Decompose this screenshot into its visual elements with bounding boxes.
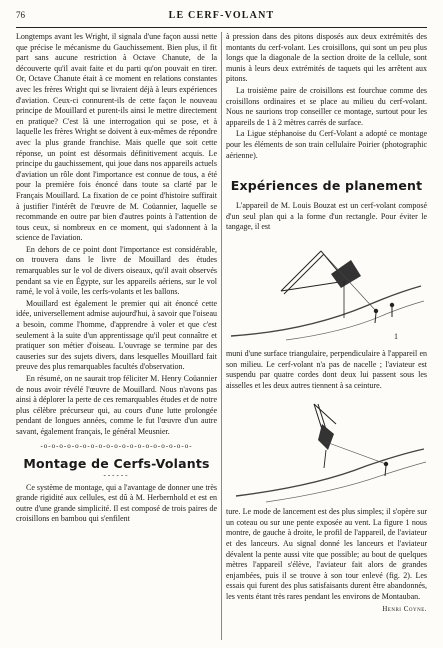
figure-2 xyxy=(226,394,427,504)
section-title: Montage de Cerfs-Volants xyxy=(23,455,210,471)
svg-text:1: 1 xyxy=(394,331,398,341)
paragraph: En dehors de ce point dont l'importance est considérable, on trouvera dans le livre de Mouillard des études remarquables sur le vol de divers oiseaux, qu'il avait observés pendant sa vie en Égypte, sur les appareils aériens, sur le vol ramé, le vol à voile, les cerfs-volants et les ballons. xyxy=(16,244,217,297)
right-column xyxy=(226,32,427,642)
paragraph: Mouillard est également le premier qui ait énoncé cette idée, universellement admise aujourd'hui, à savoir que l'oiseau a besoin, comme l'homme, d'apprendre à voler et que c'est seulement à la suite d'un apprentissage qu'il peut connaître et pratiquer son métier d'oiseau. L'ouvrage se termine par des causeries sur des sujets divers, dans lesquelles Mouillard fait preuve des plus remarquables facultés d'observation. xyxy=(16,298,217,372)
title-underline: ------ xyxy=(103,470,130,479)
paragraph: Longtemps avant les Wright, il signala d'une façon aussi nette que précise le mécanisme du Gauchissement. Bien plus, il fit part sans aucune restriction à Octave Chanute, de la découverte qu'il avait faite et du parti qu'on pouvait en tirer. Or, Octave Chanute était à ce moment en relations constantes avec les frères Wright qui se livraient déjà à leurs expériences d'aviation. Ceux-ci connurent-ils de cette façon le nouveau principe de Mouillard et purent-ils ainsi le mettre directement en pratique? C'est là une interrogation qui se pose, et à laquelle les frères Wright se doivent à eux-mêmes de répondre avec la plus grande franchise. Mais quelle que soit cette réponse, un point est désormais définitivement acquis. Le principe du gauchissement, qui joue dans nos appareils actuels d'aviation un rôle dont l'importance est connue de tous, a été pour la première fois énoncé dans toute sa clarté par le Français Mouillard. La fixation de ce point d'histoire suffirait à justifier l'intérêt de l'œuvre de M. Coüannier, laquelle se recommande en outre par bien d'autres points à l'attention de tous ceux, si nombreux en ce moment, qui s'adonnent à la science de l'aviation. xyxy=(16,32,217,243)
figure-2-illustration xyxy=(226,394,427,504)
paragraph: Ce système de montage, qui a l'avantage de donner une très grande rigidité aux cellules, est dû à M. Herbernhold et est en outre d'une grande simplicité. Il est composé de trois paires de croisillons en bambou qui s'enfilent xyxy=(16,482,217,524)
header-rule xyxy=(16,27,427,28)
signature: Henri Coyne. xyxy=(382,604,427,613)
figure-1-illustration xyxy=(226,236,427,346)
paragraph: La troisième paire de croisillons est fourchue comme des croisillons ordinaires et se place au milieu du cerf-volant. Nous ne saurions trop conseiller ce montage, surtout pour les appareils de 1 à 2 mètres carrés de surface. xyxy=(226,85,427,127)
column-divider xyxy=(221,32,222,640)
paragraph: muni d'une surface triangulaire, perpendiculaire à l'appareil en son milieu. Le cerf-volant n'a pas de nacelle ; l'aviateur est suspendu par quatre cordes dont deux lui passent sous les aisselles et les deux autres tiennent à sa ceinture. xyxy=(226,348,427,390)
section-title: Expériences de planement xyxy=(230,178,423,194)
section-separator: -o-o-o-o-o-o-o-o-o-o-o-o-o-o-o-o-o-o-o- xyxy=(40,441,193,450)
page-header xyxy=(16,10,427,24)
paragraph: La Ligue stéphanoise du Cerf-Volant a adopté ce montage pour les éléments de son train cellulaire Poirier (photographic aérienne). xyxy=(226,129,427,160)
left-column xyxy=(16,32,217,642)
paragraph: En résumé, on ne saurait trop féliciter M. Henry Coüannier de nous avoir révélé l'œuvre de Mouillard. Nous n'avons pas ainsi à déplorer la perte de ces remarquables études et de notre plus célèbre précurseur qui, au cours d'une lutte prolongée pendant de longues années, comme le fut l'œuvre d'un autre savant, également français, le général Meusnier. xyxy=(16,374,217,436)
paragraph: à pression dans des pitons disposés aux deux extrémités des montants du cerf-volant. Les croisillons, qui sont un peu plus longs que la diagonale de la section droite de la cellule, sont munis à leurs deux extrémités de taquets qui les arrêtent aux pitons. xyxy=(226,32,427,84)
running-title: LE CERF-VOLANT xyxy=(168,10,275,21)
paragraph: ture. Le mode de lancement est des plus simples; il s'opère sur un coteau ou sur une pente exposée au vent. La figure 1 nous montre, de gauche à droite, le profil de l'appareil, de l'aviateur et des lanceurs. Au signal donné les lanceurs et l'aviateur dévalent la pente aussi vite que possible; au bout de quelques mètres l'appareil s'élève, l'aviateur fait alors de grandes enjambées, puis il se trouve à son tour enlevé (fig. 2). Les essais qui furent des plus satisfaisants durent être abandonnés, les vents étant très rares pendant les environs de Montauban. xyxy=(226,507,427,602)
paragraph: L'appareil de M. Louis Bouzat est un cerf-volant composé d'un seul plan qui a la forme d'un rectangle. Pour éviter le tangage, il est xyxy=(226,201,427,232)
page-number: 76 xyxy=(16,10,25,20)
figure-1 xyxy=(226,236,427,346)
